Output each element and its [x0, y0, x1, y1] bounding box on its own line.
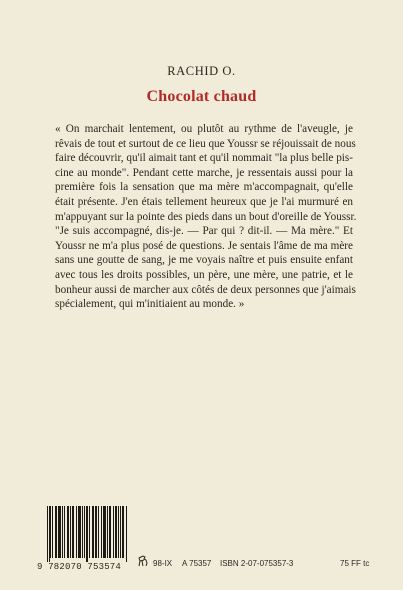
barcode-icon	[47, 506, 129, 562]
blurb-line: "Je suis accompagné, dis-je. — Par qui ? dit-il. — Ma mère." Et	[55, 225, 353, 238]
blurb-line: cine au monde". Pendant cette marche, je ressentais aussi pour la	[55, 166, 353, 179]
blurb-line: m'appuyant sur la pointe des pieds dans un bout d'oreille de Youssr.	[55, 210, 357, 223]
blurb-line: avec tous les droits possibles, un père, une mère, une patrie, et le	[55, 268, 353, 281]
blurb-line: rêvais de tout et surtout de ce lieu que Youssr se réjouissait de nous	[55, 137, 356, 150]
blurb-line: Youssr ne m'a plus posé de questions. Je sentais l'âme de ma mère	[55, 239, 353, 252]
blurb-line: bonheur aussi de marcher aux côtés de deux personnes que j'aimais	[55, 283, 356, 296]
barcode-number: 9 782070 753574	[37, 562, 122, 572]
blurb-line: était présente. J'en étais tellement heureux que je l'ai murmuré en	[55, 195, 353, 208]
blurb-line: première fois la sensation que ma mère m'accompagnait, qu'elle	[55, 181, 353, 194]
price: 75 FF tc	[340, 559, 370, 568]
blurb-text	[55, 122, 357, 312]
code-98-ix: 98-IX	[153, 559, 173, 568]
author-name: RACHID O.	[167, 64, 236, 78]
blurb-line: faire découvrir, qu'il aimait tant et qu'il nommait "la plus belle pis-	[55, 152, 353, 165]
isbn: ISBN 2-07-075357-3	[220, 559, 294, 568]
code-a-75357: A 75357	[182, 559, 212, 568]
blurb-line: spécialement, qui m'initiaient au monde. »	[55, 298, 245, 311]
blurb-line: « On marchait lentement, ou plutôt au rythme de l'aveugle, je	[55, 123, 353, 135]
blurb-line: sans une goutte de sang, je me voyais naître et puis ensuite enfant	[55, 254, 353, 267]
book-title: Chocolat chaud	[146, 88, 257, 105]
gallimard-horse-icon	[137, 555, 149, 568]
